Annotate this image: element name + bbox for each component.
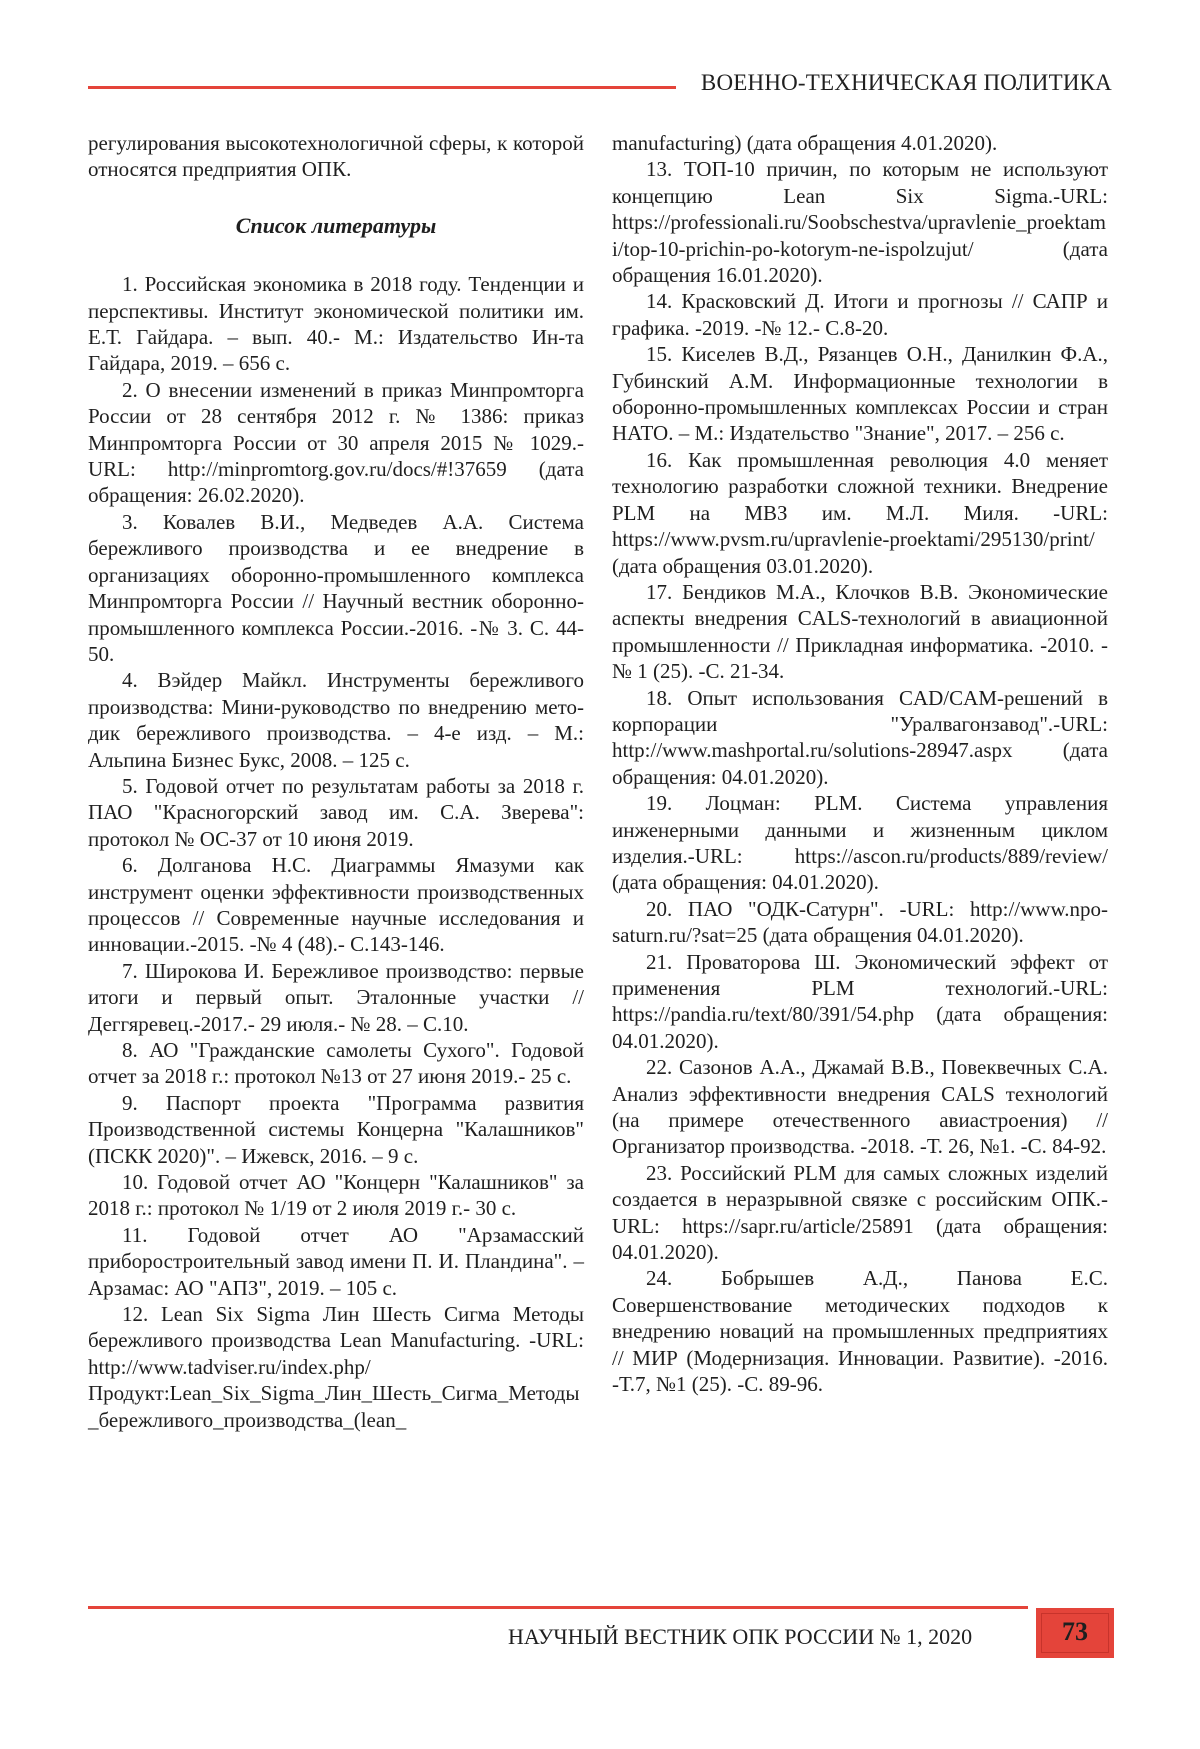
right-column [612, 130, 1108, 1398]
reference-item: 16. Как промышленная революция 4.0 меняет технологию разработки сложной техники. Внедрение PLM на МВЗ им. М.Л. Миля. -URL: https://www.pvsm.ru/upravlenie-proektami/295130/print/ (дата обращения 03.01.2020). [612, 447, 1108, 578]
reference-item: 19. Лоцман: PLM. Система управления инженерными данными и жизненным циклом изделия.-URL: https://ascon.ru/products/889/review/ (дата обращения: 04.01.2020). [612, 791, 1108, 895]
reference-item: 12. Lean Six Sigma Лин Шесть Сигма Методы бережливого производства Lean Manufacturing. -URL: http://www.tadviser.ru/index.php/Продукт:Lean_Six_Sigma_Лин_Шесть_Сигма_Методы_бережливого_производства_(lean_ [88, 1302, 584, 1432]
reference-item: 18. Опыт использования CAD/CAM-решений в корпорации "Уралвагонзавод".-URL: http://www.mashportal.ru/solutions-28947.aspx (дата обращения: 04.01.2020). [612, 685, 1108, 789]
references-list-right [612, 156, 1108, 1397]
header-rule [88, 86, 676, 89]
reference-item: 7. Широкова И. Бережливое производство: первые итоги и первый опыт. Эталонные участки // Деггяревец.-2017.- 29 июля.- № 28. – С.10. [88, 958, 584, 1036]
reference-item: 17. Бендиков М.А., Клочков В.В. Экономические аспекты внедрения CALS-технологий в авиационной промышленности // Прикладная информатика. -2010. -№ 1 (25). -С. 21-34. [612, 579, 1108, 684]
reference-item: 3. Ковалев В.И., Медведев А.А. Система бережливого производства и ее внедрение в организациях оборонно-промышленного комплекса Минпромторга России // Научный вестник оборонно-промышленного комплекса России.-2016. -№ 3. С. 44-50. [88, 509, 584, 666]
reference-item: 21. Проваторова Ш. Экономический эффект от применения PLM технологий.-URL: https://pandia.ru/text/80/391/54.php (дата обращения: 04.01.2020). [612, 949, 1108, 1053]
reference-item: 4. Вэйдер Майкл. Инструменты бережливого производства: Мини-руководство по внедрению мето-дик бережливого производства. – 4-е изд. – М.: Альпина Бизнес Букс, 2008. – 125 с. [88, 668, 584, 772]
reference-item: 2. О внесении изменений в приказ Минпромторга России от 28 сентября 2012 г. № 1386: приказ Минпромторга России от 30 апреля 2015 № 1029.-URL: http://minpromtorg.gov.ru/docs/#!37659 (дата обращения: 26.02.2020). [88, 377, 584, 508]
reference-item: 1. Российская экономика в 2018 году. Тенденции и перспективы. Институт экономической политики им. Е.Т. Гайдара. – вып. 40.- М.: Издательство Ин-та Гайдара, 2019. – 656 с. [88, 272, 584, 376]
reference-continuation: manufacturing) (дата обращения 4.01.2020). [612, 131, 998, 155]
reference-item: 23. Российский PLM для самых сложных изделий создается в неразрывной связке с российским ОПК.- URL: https://sapr.ru/article/25891 (дата обращения: 04.01.2020). [612, 1160, 1108, 1265]
page-number-box [1036, 1608, 1114, 1658]
reference-item: 20. ПАО "ОДК-Сатурн". -URL: http://www.npo-saturn.ru/?sat=25 (дата обращения 04.01.2020). [612, 896, 1108, 948]
reference-item: 9. Паспорт проекта "Программа развития Производственной системы Концерна "Калашников" (ПСКК 2020)". – Ижевск, 2016. – 9 с. [88, 1090, 584, 1168]
reference-item: 15. Киселев В.Д., Рязанцев О.Н., Данилкин Ф.А., Губинский А.М. Информационные технологии в оборонно-промышленных комплексах России и стран НАТО. – М.: Издательство "Знание", 2017. – 256 с. [612, 342, 1108, 446]
page-number: 73 [1062, 1617, 1088, 1646]
journal-title: НАУЧНЫЙ ВЕСТНИК ОПК РОССИИ № 1, 2020 [508, 1624, 973, 1649]
running-header: ВОЕННО-ТЕХНИЧЕСКАЯ ПОЛИТИКА [700, 70, 1112, 95]
left-column [88, 130, 584, 1433]
reference-item: 10. Годовой отчет АО "Концерн "Калашников" за 2018 г.: протокол № 1/19 от 2 июля 2019 г.- 30 с. [88, 1170, 584, 1221]
reference-item: 8. АО "Гражданские самолеты Сухого". Годовой отчет за 2018 г.: протокол №13 от 27 июня 2019.- 25 с. [88, 1038, 584, 1089]
reference-item: 13. ТОП-10 причин, по которым не используют концепцию Lean Six Sigma.-URL: https://professionali.ru/Soobschestva/upravlenie_proektami/top-10-prichin-po-kotorym-ne-ispolzujut/ (дата обращения 16.01.2020). [612, 157, 1108, 288]
intro-paragraph: регулирования высокотехнологичной сферы, к которой относятся предприятия ОПК. [88, 131, 584, 182]
reference-item: 6. Долганова Н.С. Диаграммы Ямазуми как инструмент оценки эффективности производственных процессов // Современные научные исследования и инновации.-2015. -№ 4 (48).- С.143-146. [88, 853, 584, 957]
reference-item: 14. Красковский Д. Итоги и прогнозы // САПР и графика. -2019. -№ 12.- С.8-20. [612, 289, 1108, 340]
reference-item: 24. Бобрышев А.Д., Панова Е.С. Совершенствование методических подходов к внедрению новаций на промышленных предприятиях // МИР (Модернизация. Инновации. Развитие). -2016. -Т.7, №1 (25). -С. 89-96. [612, 1266, 1108, 1397]
references-list-left [88, 271, 584, 1433]
reference-item: 22. Сазонов А.А., Джамай В.В., Повеквечных С.А. Анализ эффективности внедрения CALS технологий (на примере отечественного авиастроения) // Организатор производства. -2018. -Т. 26, №1. -С. 84-92. [612, 1055, 1108, 1159]
footer-rule [88, 1606, 1028, 1609]
reference-item: 5. Годовой отчет по результатам работы за 2018 г. ПАО "Красногорский завод им. С.А. Зверева": протокол № ОС-37 от 10 июня 2019. [88, 773, 584, 851]
references-heading: Список литературы [235, 212, 437, 238]
reference-item: 11. Годовой отчет АО "Арзамасский приборостроительный завод имени П. И. Пландина". – Арзамас: АО "АПЗ", 2019. – 105 с. [88, 1222, 584, 1300]
